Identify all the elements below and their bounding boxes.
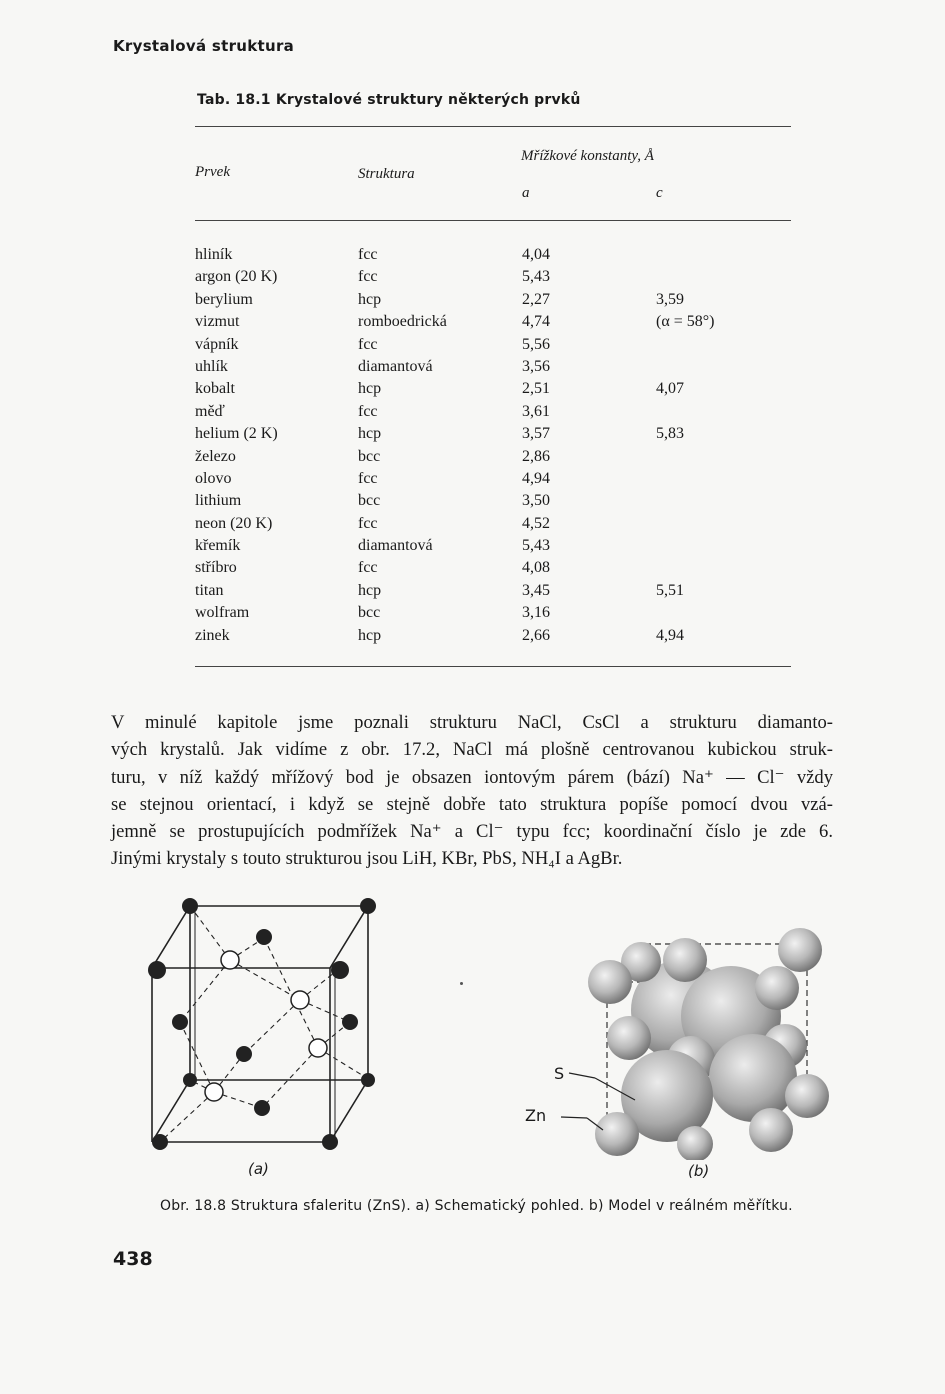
bond-line bbox=[180, 960, 230, 1022]
table-row bbox=[195, 334, 795, 356]
cell-structure: hcp bbox=[358, 290, 382, 308]
cell-a: 5,43 bbox=[522, 268, 550, 286]
cell-structure: diamantová bbox=[358, 357, 433, 375]
cell-element: měď bbox=[195, 402, 225, 420]
label-zn: Zn bbox=[525, 1106, 547, 1125]
cell-a: 3,57 bbox=[522, 425, 550, 443]
cell-element: křemík bbox=[195, 537, 241, 555]
cell-structure: fcc bbox=[358, 559, 378, 577]
cell-element: wolfram bbox=[195, 604, 250, 622]
cell-structure: bcc bbox=[358, 604, 381, 622]
paragraph-line: vých krystalů. Jak vidíme z obr. 17.2, NaCl má plošně centrovanou kubickou struk- bbox=[111, 739, 833, 761]
running-head: Krystalová struktura bbox=[113, 37, 295, 55]
atom-light bbox=[205, 1083, 223, 1101]
atom-dark bbox=[152, 1134, 168, 1150]
cell-c: 4,07 bbox=[656, 380, 684, 398]
cell-a: 3,50 bbox=[522, 492, 550, 510]
cell-a: 2,86 bbox=[522, 447, 550, 465]
cell-structure: fcc bbox=[358, 335, 378, 353]
cell-structure: fcc bbox=[358, 402, 378, 420]
atom-light bbox=[309, 1039, 327, 1057]
table-row bbox=[195, 244, 795, 266]
cell-a: 5,43 bbox=[522, 537, 550, 555]
label-s: S bbox=[554, 1064, 565, 1083]
table-row bbox=[195, 580, 795, 602]
table-row bbox=[195, 490, 795, 512]
cell-element: lithium bbox=[195, 492, 242, 510]
cell-a: 3,56 bbox=[522, 357, 550, 375]
cell-structure: fcc bbox=[358, 246, 378, 263]
table-row bbox=[195, 446, 795, 468]
cell-element: stříbro bbox=[195, 559, 237, 577]
cell-c: 5,51 bbox=[656, 581, 684, 599]
cell-element: berylium bbox=[195, 290, 253, 308]
cell-a: 2,51 bbox=[522, 380, 550, 398]
body-paragraph bbox=[111, 709, 833, 873]
bond-line bbox=[264, 938, 318, 1048]
table-header-rule bbox=[195, 220, 791, 221]
cell-element: vápník bbox=[195, 335, 239, 353]
table-row bbox=[195, 311, 795, 333]
cell-structure: bcc bbox=[358, 447, 381, 465]
cell-element: titan bbox=[195, 581, 224, 599]
cell-structure: diamantová bbox=[358, 537, 433, 555]
zinc-atom bbox=[663, 938, 707, 982]
bond-line bbox=[230, 960, 300, 1000]
table-top-rule bbox=[195, 126, 791, 127]
header-a: a bbox=[522, 185, 530, 201]
zinc-atom bbox=[595, 1112, 639, 1156]
cell-c: 3,59 bbox=[656, 290, 684, 308]
cell-a: 4,94 bbox=[522, 469, 550, 487]
table-bottom-rule bbox=[195, 666, 791, 667]
cell-a: 3,45 bbox=[522, 581, 550, 599]
cell-element: neon (20 K) bbox=[195, 514, 273, 532]
zinc-atom bbox=[588, 960, 632, 1004]
cell-element: vizmut bbox=[195, 313, 240, 331]
ink-speck bbox=[460, 982, 463, 985]
atom-dark bbox=[236, 1046, 252, 1062]
zinc-atom bbox=[749, 1108, 793, 1152]
atom-dark bbox=[256, 929, 272, 945]
sulfur-atom bbox=[709, 1034, 797, 1122]
paragraph-line: se stejnou orientací, i když se stejně dobře tato struktura popíše pomocí dvou vzá- bbox=[111, 793, 833, 815]
cell-element: zinek bbox=[195, 626, 230, 644]
cell-a: 4,52 bbox=[522, 514, 550, 532]
cell-structure: fcc bbox=[358, 514, 378, 532]
atom-dark bbox=[182, 898, 198, 914]
cell-element: argon (20 K) bbox=[195, 268, 278, 286]
header-lattice-constants: Mřížkové konstanty, Å bbox=[521, 148, 654, 164]
atom-dark bbox=[360, 898, 376, 914]
header-structure: Struktura bbox=[358, 166, 415, 182]
paragraph-line: jemně se prostupujících podmřížek Na⁺ a Cl⁻ typu fcc; koordinační číslo je zde 6. bbox=[111, 821, 833, 843]
table-row bbox=[195, 289, 795, 311]
paragraph-line: V minulé kapitole jsme poznali strukturu NaCl, CsCl a strukturu diamanto- bbox=[111, 712, 833, 733]
cell-c: 4,94 bbox=[656, 626, 684, 644]
page-number: 438 bbox=[113, 1248, 153, 1270]
cell-element: železo bbox=[195, 447, 236, 465]
paragraph-line: Jinými krystaly s touto strukturou jsou LiH, KBr, PbS, NH₄I a AgBr. bbox=[111, 848, 623, 870]
cell-element: helium (2 K) bbox=[195, 425, 278, 443]
table-row bbox=[195, 557, 795, 579]
atom-light bbox=[291, 991, 309, 1009]
leader-line-s bbox=[569, 1073, 595, 1078]
table-row bbox=[195, 468, 795, 490]
cell-c: (α = 58°) bbox=[656, 313, 715, 331]
table-row bbox=[195, 625, 795, 647]
atom-dark bbox=[254, 1100, 270, 1116]
zinc-atom bbox=[755, 966, 799, 1010]
cell-structure: fcc bbox=[358, 268, 378, 286]
zinc-atom bbox=[785, 1074, 829, 1118]
atom-dark bbox=[148, 961, 166, 979]
figure-a-schematic bbox=[140, 890, 400, 1160]
cell-a: 4,04 bbox=[522, 246, 550, 263]
table-row bbox=[195, 356, 795, 378]
cell-structure: hcp bbox=[358, 581, 382, 599]
leader-line-zn bbox=[561, 1117, 587, 1118]
cell-a: 3,16 bbox=[522, 604, 550, 622]
table-row bbox=[195, 266, 795, 288]
cell-a: 4,74 bbox=[522, 313, 550, 331]
figure-a-label: (a) bbox=[248, 1160, 269, 1178]
cell-edge bbox=[330, 1080, 368, 1142]
cell-structure: hcp bbox=[358, 380, 382, 398]
cell-structure: fcc bbox=[358, 469, 378, 487]
atom-dark bbox=[331, 961, 349, 979]
cell-a: 5,56 bbox=[522, 335, 550, 353]
atom-dark bbox=[342, 1014, 358, 1030]
cell-c: 5,83 bbox=[656, 425, 684, 443]
cell-element: uhlík bbox=[195, 357, 228, 375]
cell-structure: bcc bbox=[358, 492, 381, 510]
table-row bbox=[195, 513, 795, 535]
header-element: Prvek bbox=[195, 164, 230, 180]
bond-line bbox=[190, 906, 230, 960]
cell-a: 3,61 bbox=[522, 402, 550, 420]
atom-light bbox=[221, 951, 239, 969]
figure-b-model bbox=[545, 920, 845, 1160]
cell-element: olovo bbox=[195, 469, 232, 487]
figure-caption: Obr. 18.8 Struktura sfaleritu (ZnS). a) Schematický pohled. b) Model v reálném měřítku. bbox=[160, 1198, 793, 1214]
bond-line bbox=[262, 1048, 318, 1108]
atom-dark bbox=[361, 1073, 375, 1087]
table-row bbox=[195, 378, 795, 400]
zinc-atom bbox=[607, 1016, 651, 1060]
table-row bbox=[195, 602, 795, 624]
zinc-atom bbox=[778, 928, 822, 972]
table-row bbox=[195, 423, 795, 445]
cell-structure: hcp bbox=[358, 425, 382, 443]
atom-dark bbox=[183, 1073, 197, 1087]
crystal-structure-table bbox=[195, 244, 795, 647]
header-c: c bbox=[656, 185, 663, 201]
atom-dark bbox=[322, 1134, 338, 1150]
cell-structure: hcp bbox=[358, 626, 382, 644]
cell-a: 4,08 bbox=[522, 559, 550, 577]
cell-a: 2,66 bbox=[522, 626, 550, 644]
bond-line bbox=[244, 1000, 300, 1054]
cell-a: 2,27 bbox=[522, 290, 550, 308]
cell-element: hliník bbox=[195, 246, 233, 263]
table-row bbox=[195, 401, 795, 423]
cell-edge bbox=[152, 1080, 190, 1142]
figure-b-label: (b) bbox=[688, 1162, 710, 1180]
table-row bbox=[195, 535, 795, 557]
table-caption: Tab. 18.1 Krystalové struktury některých prvků bbox=[197, 92, 581, 108]
cell-structure: romboedrická bbox=[358, 313, 447, 331]
cell-element: kobalt bbox=[195, 380, 235, 398]
atom-dark bbox=[172, 1014, 188, 1030]
paragraph-line: turu, v níž každý mřížový bod je obsazen iontovým párem (bází) Na⁺ — Cl⁻ vždy bbox=[111, 766, 833, 788]
